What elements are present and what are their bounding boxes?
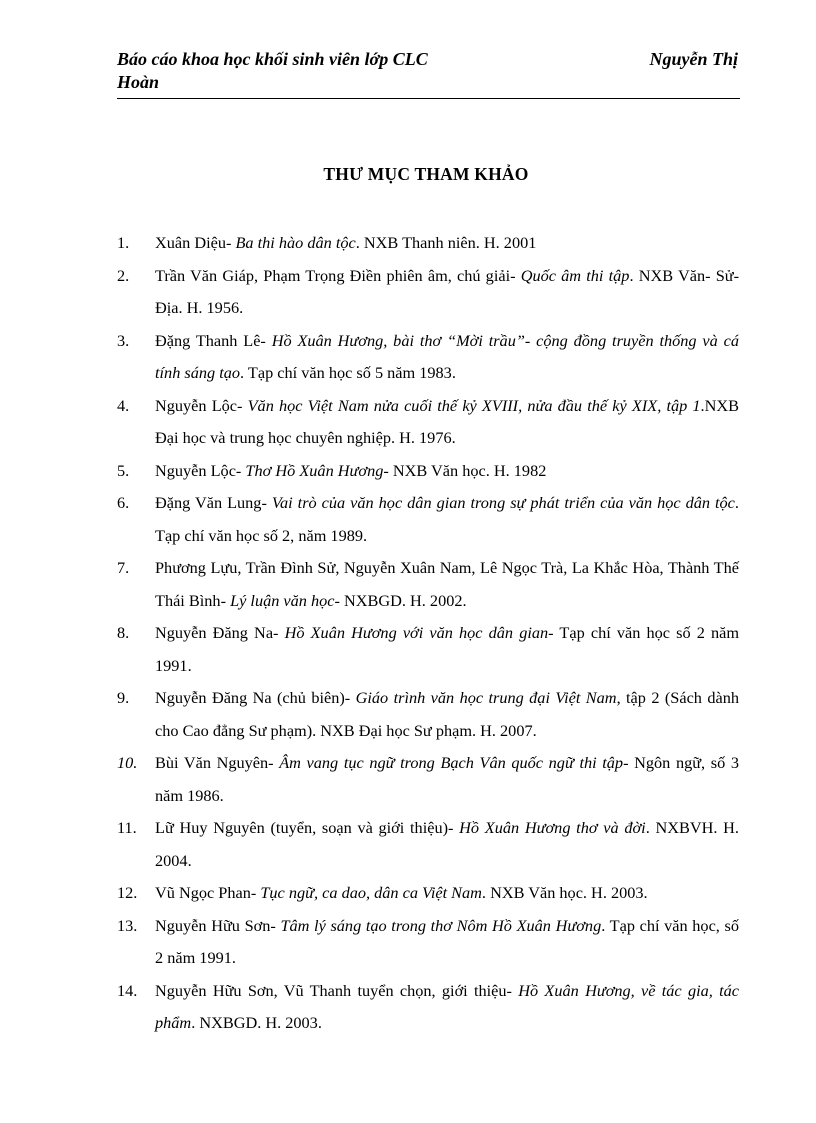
reference-number: 11. [117, 818, 137, 837]
reference-work-title: Thơ Hồ Xuân Hương [245, 460, 384, 480]
reference-number: 14. [117, 980, 138, 1000]
reference-publication: . NXB Văn- Sử- Địa. H. 1956. [155, 265, 739, 317]
reference-work-title: Hồ Xuân Hương, bài thơ “Mời trầu”- cộng đồng truyền thống và cá tính sáng tạo [155, 330, 739, 382]
reference-work-title: Giáo trình văn học trung đại Việt Nam [355, 688, 617, 707]
page-title: THƯ MỤC THAM KHẢO [323, 164, 529, 184]
header-author: Nguyễn Thị [649, 49, 738, 69]
reference-publication: , tập 2 (Sách dành cho Cao đẳng Sư phạm). NXB Đại học Sư phạm. H. 2007. [155, 688, 739, 740]
reference-number: 4. [117, 395, 130, 415]
reference-item [117, 617, 739, 682]
reference-author: Xuân Diệu- [155, 233, 236, 252]
header-report-title [117, 48, 428, 94]
reference-author: Nguyễn Đăng Na (chủ biên)- [155, 688, 356, 707]
reference-item [117, 325, 739, 390]
reference-item [117, 877, 739, 910]
reference-author: Bùi Văn Nguyên- [155, 753, 280, 772]
reference-work-title: Âm vang tục ngữ trong Bạch Vân quốc ngữ thi tập [279, 753, 624, 772]
reference-author: Vũ Ngọc Phan- [155, 883, 261, 902]
reference-item [117, 812, 739, 877]
reference-author: Đặng Thanh Lê- [155, 330, 272, 350]
reference-number: 8. [117, 623, 130, 642]
reference-author: Nguyễn Lộc- [155, 395, 248, 415]
reference-number: 12. [117, 883, 138, 902]
reference-item [117, 260, 739, 325]
reference-author: Nguyễn Lộc- [155, 460, 246, 480]
reference-author: Lữ Huy Nguyên (tuyển, soạn và giới thiệu)- [155, 818, 460, 837]
reference-item [117, 552, 739, 617]
reference-item [117, 390, 739, 455]
reference-work-title: Hồ Xuân Hương, về tác gia, tác phẩm [155, 980, 739, 1032]
page-header [117, 48, 740, 99]
reference-number: 9. [117, 688, 130, 707]
reference-author: Nguyễn Hữu Sơn, Vũ Thanh tuyển chọn, giới thiệu- [155, 980, 519, 1000]
reference-number: 3. [117, 330, 130, 350]
reference-item [117, 227, 739, 260]
reference-work-title: Quốc âm thi tập [520, 265, 630, 285]
reference-publication: . NXB Thanh niên. H. 2001 [355, 233, 537, 252]
reference-item [117, 910, 739, 975]
reference-publication: . NXBGD. H. 2003. [191, 1013, 322, 1032]
reference-item [117, 455, 739, 488]
reference-work-title: Ba thi hào dân tộc [235, 233, 356, 252]
reference-publication: - Ngôn ngữ, số 3 năm 1986. [155, 753, 739, 805]
reference-work-title: Tục ngữ, ca dao, dân ca Việt Nam [260, 883, 482, 902]
reference-author: Nguyễn Hữu Sơn- [155, 915, 281, 935]
reference-author: Phương Lựu, Trần Đình Sử, Nguyễn Xuân Nam, Lê Ngọc Trà, La Khắc Hòa, Thành Thế Thái Bình- [155, 558, 739, 610]
reference-author: Trần Văn Giáp, Phạm Trọng Điền phiên âm, chú giải- [155, 265, 521, 285]
reference-item [117, 682, 739, 747]
reference-publication: - Tạp chí văn học số 2 năm 1991. [155, 623, 740, 675]
reference-work-title: Tâm lý sáng tạo trong thơ Nôm Hồ Xuân Hương [280, 915, 602, 935]
reference-publication: . NXB Văn học. H. 2003. [481, 883, 648, 902]
reference-publication: . Tạp chí văn học số 5 năm 1983. [240, 363, 456, 382]
reference-number: 2. [117, 265, 130, 285]
reference-item [117, 747, 739, 812]
reference-work-title: Hồ Xuân Hương với văn học dân gian [284, 623, 549, 642]
reference-work-title: Hồ Xuân Hương thơ và đời [459, 818, 646, 837]
reference-publication: - NXBGD. H. 2002. [334, 590, 467, 610]
reference-publication: . Tạp chí văn học, số 2 năm 1991. [155, 915, 739, 967]
header-title-line1: Báo cáo khoa học khối sinh viên lớp CLC [117, 49, 428, 69]
reference-list [117, 227, 739, 1040]
reference-author: Đặng Văn Lung- [155, 493, 272, 512]
reference-author: Nguyễn Đăng Na- [155, 623, 285, 642]
reference-number: 7. [117, 558, 130, 577]
reference-number: 1. [117, 233, 130, 252]
reference-publication: . NXBVH. H. 2004. [155, 818, 739, 870]
reference-publication: .NXB Đại học và trung học chuyên nghiệp. H. 1976. [155, 395, 739, 447]
reference-publication: - NXB Văn học. H. 1982 [383, 460, 547, 480]
reference-work-title: Vai trò của văn học dân gian trong sự phát triển của văn học dân tộc [271, 493, 735, 512]
reference-work-title: Văn học Việt Nam nửa cuối thế kỷ XVIII, nửa đầu thế kỷ XIX, tập 1 [247, 395, 701, 415]
reference-publication: . Tạp chí văn học số 2, năm 1989. [155, 493, 739, 545]
reference-number: 6. [117, 493, 130, 512]
header-title-line2: Hoàn [117, 72, 160, 92]
reference-number: 5. [117, 460, 130, 480]
reference-item [117, 975, 739, 1040]
reference-number: 13. [117, 915, 138, 935]
reference-item [117, 487, 739, 552]
reference-work-title: Lý luận văn học [230, 590, 335, 610]
reference-number: 10. [117, 753, 138, 772]
